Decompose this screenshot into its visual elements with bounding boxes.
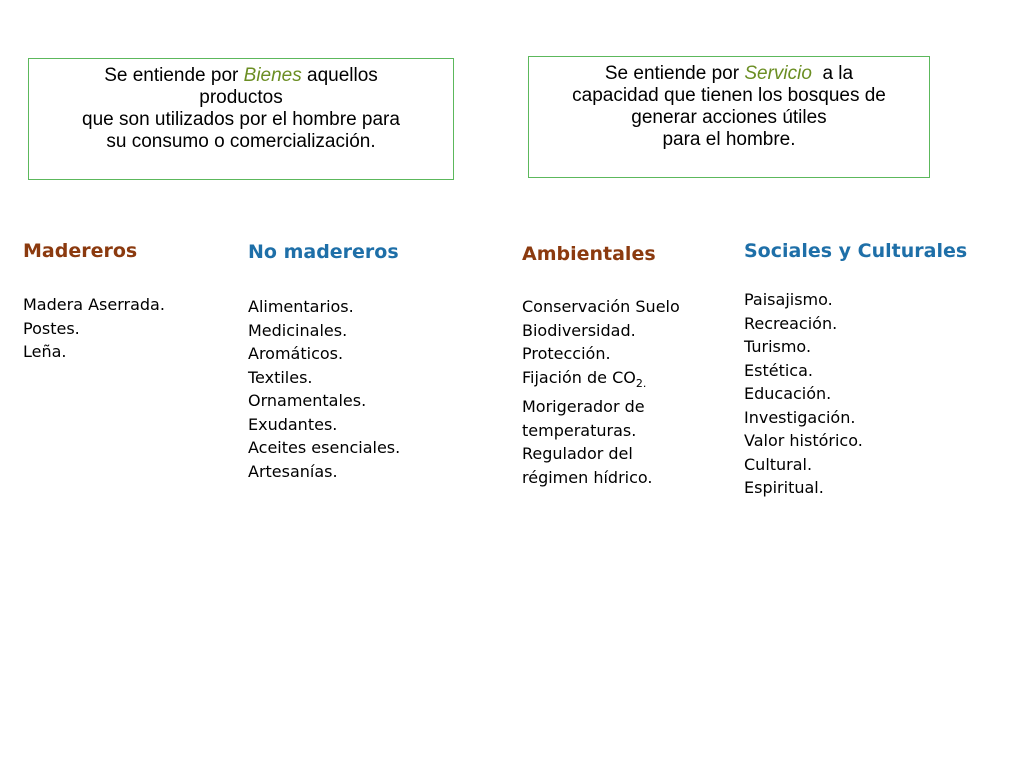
bienes-line-3: que son utilizados por el hombre para	[82, 109, 400, 130]
list-item: temperaturas.	[522, 420, 637, 440]
servicio-line-3: generar acciones útiles	[631, 107, 827, 128]
list-item: Protección.	[522, 344, 611, 363]
list-item: Estética.	[744, 360, 813, 380]
list-item: Aceites esenciales.	[248, 438, 401, 457]
servicio-line-1-post: a la	[811, 63, 854, 84]
list-item: Aromáticos.	[248, 344, 344, 363]
definition-box-servicio	[528, 56, 930, 178]
bienes-line-1-pre: Se entiende por	[104, 65, 244, 86]
co2-text: Fijación de CO	[522, 367, 636, 387]
bienes-keyword: Bienes	[243, 65, 302, 86]
servicio-line-1	[529, 63, 929, 85]
list-item: Exudantes.	[248, 414, 338, 434]
category-list-madereros	[23, 293, 165, 364]
co2-subscript: 2.	[635, 376, 647, 390]
category-title-madereros: Madereros	[23, 240, 138, 262]
list-item: Postes.	[23, 318, 80, 338]
list-item: Medicinales.	[248, 320, 348, 340]
list-item: Leña.	[23, 342, 67, 361]
category-madereros	[23, 239, 165, 364]
list-item: Alimentarios.	[248, 297, 354, 316]
category-title-sociales-culturales: Sociales y Culturales	[744, 240, 968, 262]
list-item: Cultural.	[744, 454, 813, 474]
list-item: Ornamentales.	[248, 391, 367, 410]
list-item: Madera Aserrada.	[23, 295, 165, 314]
list-item: Espiritual.	[744, 478, 824, 497]
list-item: Educación.	[744, 384, 832, 403]
list-item: Valor histórico.	[744, 431, 863, 450]
list-item: Morigerador de	[522, 397, 645, 417]
list-item: Investigación.	[744, 407, 856, 427]
list-item	[522, 366, 680, 396]
category-list-sociales-culturales	[744, 288, 967, 500]
bienes-line-4: su consumo o comercialización.	[106, 131, 376, 152]
category-sociales-culturales	[744, 239, 967, 500]
list-item: Conservación Suelo	[522, 297, 680, 316]
servicio-line-2: capacidad que tienen los bosques de	[572, 85, 886, 106]
list-item: Biodiversidad.	[522, 320, 636, 340]
servicio-keyword: Servicio	[744, 63, 812, 84]
list-item: Textiles.	[248, 367, 313, 387]
category-no-madereros	[248, 240, 400, 483]
category-list-no-madereros	[248, 295, 400, 483]
category-title-no-madereros: No madereros	[248, 241, 399, 263]
category-list-ambientales	[522, 295, 680, 489]
list-item: Paisajismo.	[744, 290, 833, 309]
list-item: Artesanías.	[248, 461, 338, 481]
bienes-line-2: productos	[199, 87, 283, 108]
category-ambientales	[522, 242, 680, 489]
bienes-line-1-post: aquellos	[301, 65, 378, 86]
category-title-ambientales: Ambientales	[522, 243, 656, 265]
servicio-line-4: para el hombre.	[662, 129, 796, 150]
definition-box-bienes	[28, 58, 454, 180]
bienes-line-1	[29, 65, 453, 87]
list-item: Recreación.	[744, 313, 838, 333]
list-item: Turismo.	[744, 337, 812, 356]
servicio-line-1-pre: Se entiende por	[604, 63, 745, 84]
list-item: Regulador del	[522, 444, 633, 464]
list-item: régimen hídrico.	[522, 467, 653, 487]
